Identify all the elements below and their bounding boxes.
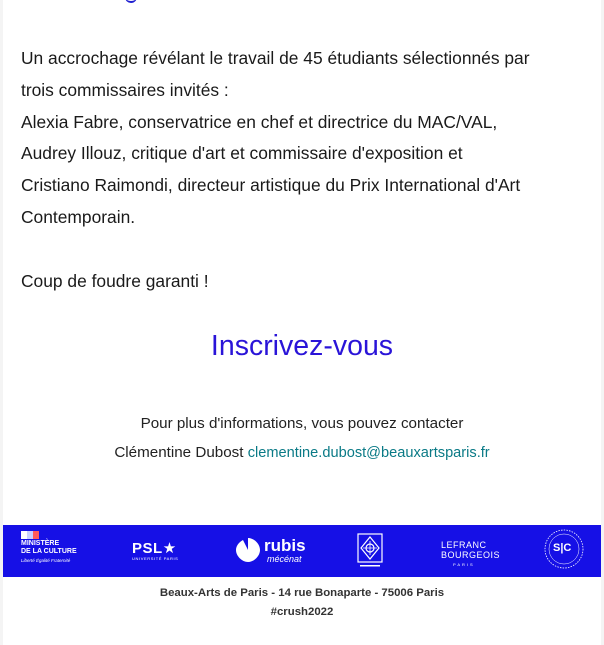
psl-subtitle: UNIVERSITÉ PARIS (132, 556, 179, 561)
contact-block (3, 409, 601, 468)
body-line: trois commissaires invités : (21, 79, 229, 100)
psl-name: PSL★ (132, 540, 177, 557)
crest-icon (355, 532, 385, 570)
rubis-name: rubis (264, 536, 306, 555)
sc-logo[interactable] (543, 528, 585, 570)
paris-line: PARIS (453, 562, 475, 567)
sc-name: S|C (553, 542, 572, 554)
crest-logo[interactable] (355, 532, 385, 570)
bourgeois-line: BOURGEOIS (441, 550, 501, 560)
contact-email-link[interactable]: clementine.dubost@beauxartsparis.fr (247, 445, 490, 461)
contact-line (3, 438, 601, 468)
ministere-culture-logo[interactable] (21, 531, 85, 569)
cropped-heading-fragment (125, 0, 137, 3)
body-line: Audrey Illouz, critique d'art et commissaire d'exposition et (21, 143, 463, 164)
rubis-logo[interactable] (234, 534, 304, 568)
contact-name: Clémentine Dubost (114, 444, 244, 461)
ministere-motto: Liberté Égalité Fraternité (21, 558, 71, 563)
footer-address: Beaux-Arts de Paris - 14 rue Bonaparte - 75006 Paris (159, 587, 445, 599)
body-line: Cristiano Raimondi, directeur artistique du Prix International d'Art (21, 175, 521, 196)
star-icon: ★ (162, 540, 177, 557)
contact-intro: Pour plus d'informations, vous pouvez contacter (140, 415, 464, 432)
email-body (21, 43, 581, 297)
footer-hashtag: #crush2022 (270, 606, 334, 618)
register-link[interactable]: Inscrivez-vous (210, 330, 394, 362)
rubis-subtitle: mécénat (267, 554, 302, 564)
footer (3, 584, 601, 622)
body-line: Alexia Fabre, conservatrice en chef et directrice du MAC/VAL, (21, 111, 498, 132)
closing-line: Coup de foudre garanti ! (21, 270, 209, 291)
ministere-name: MINISTÈRE DE LA CULTURE (21, 540, 77, 555)
body-line: Un accrochage révélant le travail de 45 étudiants sélectionnés par (21, 48, 530, 68)
rubis-drop-icon (234, 536, 262, 564)
partners-banner (3, 525, 601, 577)
lefranc-bourgeois-logo[interactable] (441, 540, 501, 568)
lefranc-line: LEFRANC (441, 540, 487, 550)
body-line: Contemporain. (21, 206, 136, 227)
email-card (3, 0, 601, 645)
paragraph-gap (21, 234, 581, 266)
psl-logo[interactable] (132, 539, 182, 563)
marianne-icon (21, 531, 39, 539)
